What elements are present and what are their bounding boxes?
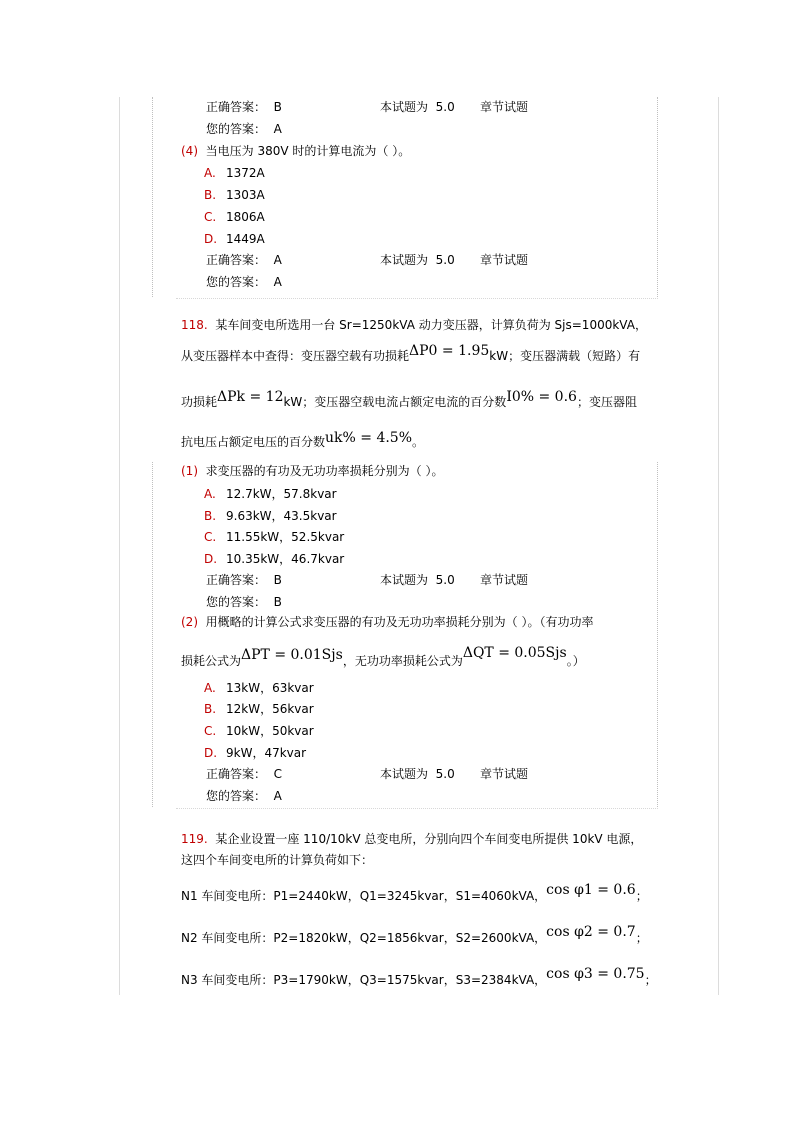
question-stem: 某企业设置一座 110/10kV 总变电所，分别向四个车间变电所提供 10kV 电源， bbox=[215, 832, 643, 846]
formula-cos1: cos φ1 = 0.6 bbox=[546, 882, 636, 898]
question-number: (4) bbox=[181, 144, 198, 158]
correct-answer-label: 正确答案： bbox=[206, 573, 267, 587]
question-text bbox=[181, 831, 642, 847]
option-text: 1806A bbox=[226, 210, 265, 224]
score-value: 5.0 bbox=[435, 767, 455, 781]
option-text: 9kW，47kvar bbox=[226, 746, 307, 760]
chapter-label: 章节试题 bbox=[480, 573, 529, 587]
load-text: N2 车间变电所：P2=1820kW，Q2=1856kvar，S2=2600kVA， bbox=[181, 931, 547, 945]
load-row-n2 bbox=[181, 924, 648, 946]
option-letter: A. bbox=[204, 681, 216, 695]
chapter-label: 章节试题 bbox=[480, 253, 529, 267]
your-answer-label: 您的答案： bbox=[206, 275, 267, 289]
your-answer-row bbox=[206, 121, 282, 137]
answer-row bbox=[206, 766, 528, 782]
option-b[interactable] bbox=[204, 508, 337, 524]
option-letter: C. bbox=[204, 210, 217, 224]
score-value: 5.0 bbox=[435, 573, 455, 587]
correct-answer-label: 正确答案： bbox=[206, 100, 267, 114]
question-number: (1) bbox=[181, 464, 198, 478]
option-d[interactable] bbox=[204, 745, 306, 761]
answer-row bbox=[206, 99, 528, 115]
your-answer-value: B bbox=[273, 595, 282, 609]
question-stem: 求变压器的有功及无功功率损耗分别为（ ）。 bbox=[205, 464, 444, 478]
option-b[interactable] bbox=[204, 187, 265, 203]
option-letter: D. bbox=[204, 232, 218, 246]
correct-answer-value: B bbox=[273, 573, 282, 587]
text-segment: 。 bbox=[412, 435, 425, 449]
formula-dpk: ΔPk = 12 bbox=[217, 389, 284, 405]
option-text: 9.63kW，43.5kvar bbox=[226, 509, 337, 523]
option-letter: D. bbox=[204, 552, 218, 566]
question-stem: 用概略的计算公式求变压器的有功及无功功率损耗分别为（ ）。（有功功率 bbox=[205, 615, 594, 629]
formula-cos3: cos φ3 = 0.75 bbox=[546, 966, 645, 982]
score-label: 本试题为 bbox=[380, 253, 429, 267]
your-answer-value: A bbox=[273, 122, 282, 136]
formula-uk: uk% = 4.5% bbox=[325, 430, 413, 446]
text-segment: ； bbox=[635, 931, 648, 945]
option-letter: C. bbox=[204, 724, 217, 738]
question-text-line bbox=[181, 389, 637, 410]
question-text bbox=[181, 143, 410, 159]
question-stem: 某车间变电所选用一台 Sr=1250kVA 动力变压器，计算负荷为 Sjs=1000kVA， bbox=[215, 318, 647, 332]
score-value: 5.0 bbox=[435, 100, 455, 114]
text-segment: kW；变压器满载（短路）有 bbox=[489, 349, 641, 363]
your-answer-label: 您的答案： bbox=[206, 789, 267, 803]
text-segment: ，无功功率损耗公式为 bbox=[342, 654, 463, 668]
text-segment: 抗电压占额定电压的百分数 bbox=[181, 435, 326, 449]
text-segment: 功损耗 bbox=[181, 395, 218, 409]
question-stem: 当电压为 380V 时的计算电流为（ ）。 bbox=[205, 144, 411, 158]
question-text bbox=[181, 317, 647, 333]
correct-answer-value: C bbox=[273, 767, 283, 781]
your-answer-row bbox=[206, 594, 282, 610]
correct-answer-value: A bbox=[273, 253, 282, 267]
option-text: 13kW，63kvar bbox=[226, 681, 314, 695]
question-number: (2) bbox=[181, 615, 198, 629]
option-text: 1449A bbox=[226, 232, 265, 246]
question-text-line bbox=[181, 343, 641, 364]
text-segment: ； bbox=[644, 973, 657, 987]
sub-question-text bbox=[181, 614, 593, 630]
option-text: 10kW，50kvar bbox=[226, 724, 314, 738]
content-border-left bbox=[152, 462, 153, 807]
option-a[interactable] bbox=[204, 165, 265, 181]
option-text: 12.7kW，57.8kvar bbox=[226, 487, 337, 501]
your-answer-row bbox=[206, 274, 282, 290]
load-text: N3 车间变电所：P3=1790kW，Q3=1575kvar，S3=2384kVA， bbox=[181, 973, 547, 987]
option-a[interactable] bbox=[204, 680, 314, 696]
option-c[interactable] bbox=[204, 723, 314, 739]
correct-answer-label: 正确答案： bbox=[206, 767, 267, 781]
chapter-label: 章节试题 bbox=[480, 100, 529, 114]
text-segment: 损耗公式为 bbox=[181, 654, 242, 668]
separator bbox=[176, 298, 658, 299]
score-label: 本试题为 bbox=[380, 573, 429, 587]
option-b[interactable] bbox=[204, 701, 314, 717]
answer-row bbox=[206, 572, 528, 588]
content-border-left bbox=[152, 97, 153, 297]
your-answer-value: A bbox=[273, 789, 282, 803]
option-c[interactable] bbox=[204, 209, 265, 225]
option-letter: D. bbox=[204, 746, 218, 760]
formula-dpt: ΔPT = 0.01Sjs bbox=[241, 647, 343, 663]
load-text: N1 车间变电所：P1=2440kW，Q1=3245kvar，S1=4060kVA， bbox=[181, 889, 547, 903]
option-c[interactable] bbox=[204, 529, 344, 545]
your-answer-label: 您的答案： bbox=[206, 595, 267, 609]
option-letter: A. bbox=[204, 166, 216, 180]
your-answer-row bbox=[206, 788, 282, 804]
option-d[interactable] bbox=[204, 551, 344, 567]
option-a[interactable] bbox=[204, 486, 337, 502]
question-text-line bbox=[181, 430, 425, 450]
content-border-right bbox=[657, 462, 658, 807]
text-segment: 这四个车间变电所的计算负荷如下： bbox=[181, 853, 374, 867]
sub-question-text bbox=[181, 463, 443, 479]
separator bbox=[176, 808, 658, 809]
score-value: 5.0 bbox=[435, 253, 455, 267]
text-segment: 。） bbox=[566, 654, 585, 668]
option-text: 1303A bbox=[226, 188, 265, 202]
formula-i0: I0% = 0.6 bbox=[506, 389, 577, 405]
text-segment: ； bbox=[635, 889, 648, 903]
correct-answer-value: B bbox=[273, 100, 282, 114]
your-answer-label: 您的答案： bbox=[206, 122, 267, 136]
option-letter: C. bbox=[204, 530, 217, 544]
page-border-left bbox=[119, 97, 120, 995]
option-text: 1372A bbox=[226, 166, 265, 180]
score-label: 本试题为 bbox=[380, 767, 429, 781]
formula-dqt: ΔQT = 0.05Sjs bbox=[462, 645, 567, 661]
load-row-n3 bbox=[181, 966, 657, 988]
question-number: 118. bbox=[181, 318, 208, 332]
question-text-line bbox=[181, 852, 373, 868]
sub-question-text-line bbox=[181, 645, 585, 669]
formula-dp0: ΔP0 = 1.95 bbox=[409, 343, 490, 359]
option-letter: B. bbox=[204, 509, 217, 523]
answer-row bbox=[206, 252, 528, 268]
text-segment: kW；变压器空载电流占额定电流的百分数 bbox=[283, 395, 507, 409]
score-label: 本试题为 bbox=[380, 100, 429, 114]
option-text: 11.55kW，52.5kvar bbox=[226, 530, 345, 544]
question-number: 119. bbox=[181, 832, 208, 846]
formula-cos2: cos φ2 = 0.7 bbox=[546, 924, 636, 940]
option-text: 10.35kW，46.7kvar bbox=[226, 552, 345, 566]
text-segment: ；变压器阻 bbox=[576, 395, 637, 409]
option-letter: A. bbox=[204, 487, 216, 501]
option-letter: B. bbox=[204, 702, 217, 716]
option-letter: B. bbox=[204, 188, 217, 202]
option-d[interactable] bbox=[204, 231, 265, 247]
page-border-right bbox=[718, 97, 719, 995]
content-border-right bbox=[657, 97, 658, 297]
your-answer-value: A bbox=[273, 275, 282, 289]
text-segment: 从变压器样本中查得：变压器空载有功损耗 bbox=[181, 349, 410, 363]
chapter-label: 章节试题 bbox=[480, 767, 529, 781]
option-text: 12kW，56kvar bbox=[226, 702, 314, 716]
correct-answer-label: 正确答案： bbox=[206, 253, 267, 267]
load-row-n1 bbox=[181, 882, 648, 904]
